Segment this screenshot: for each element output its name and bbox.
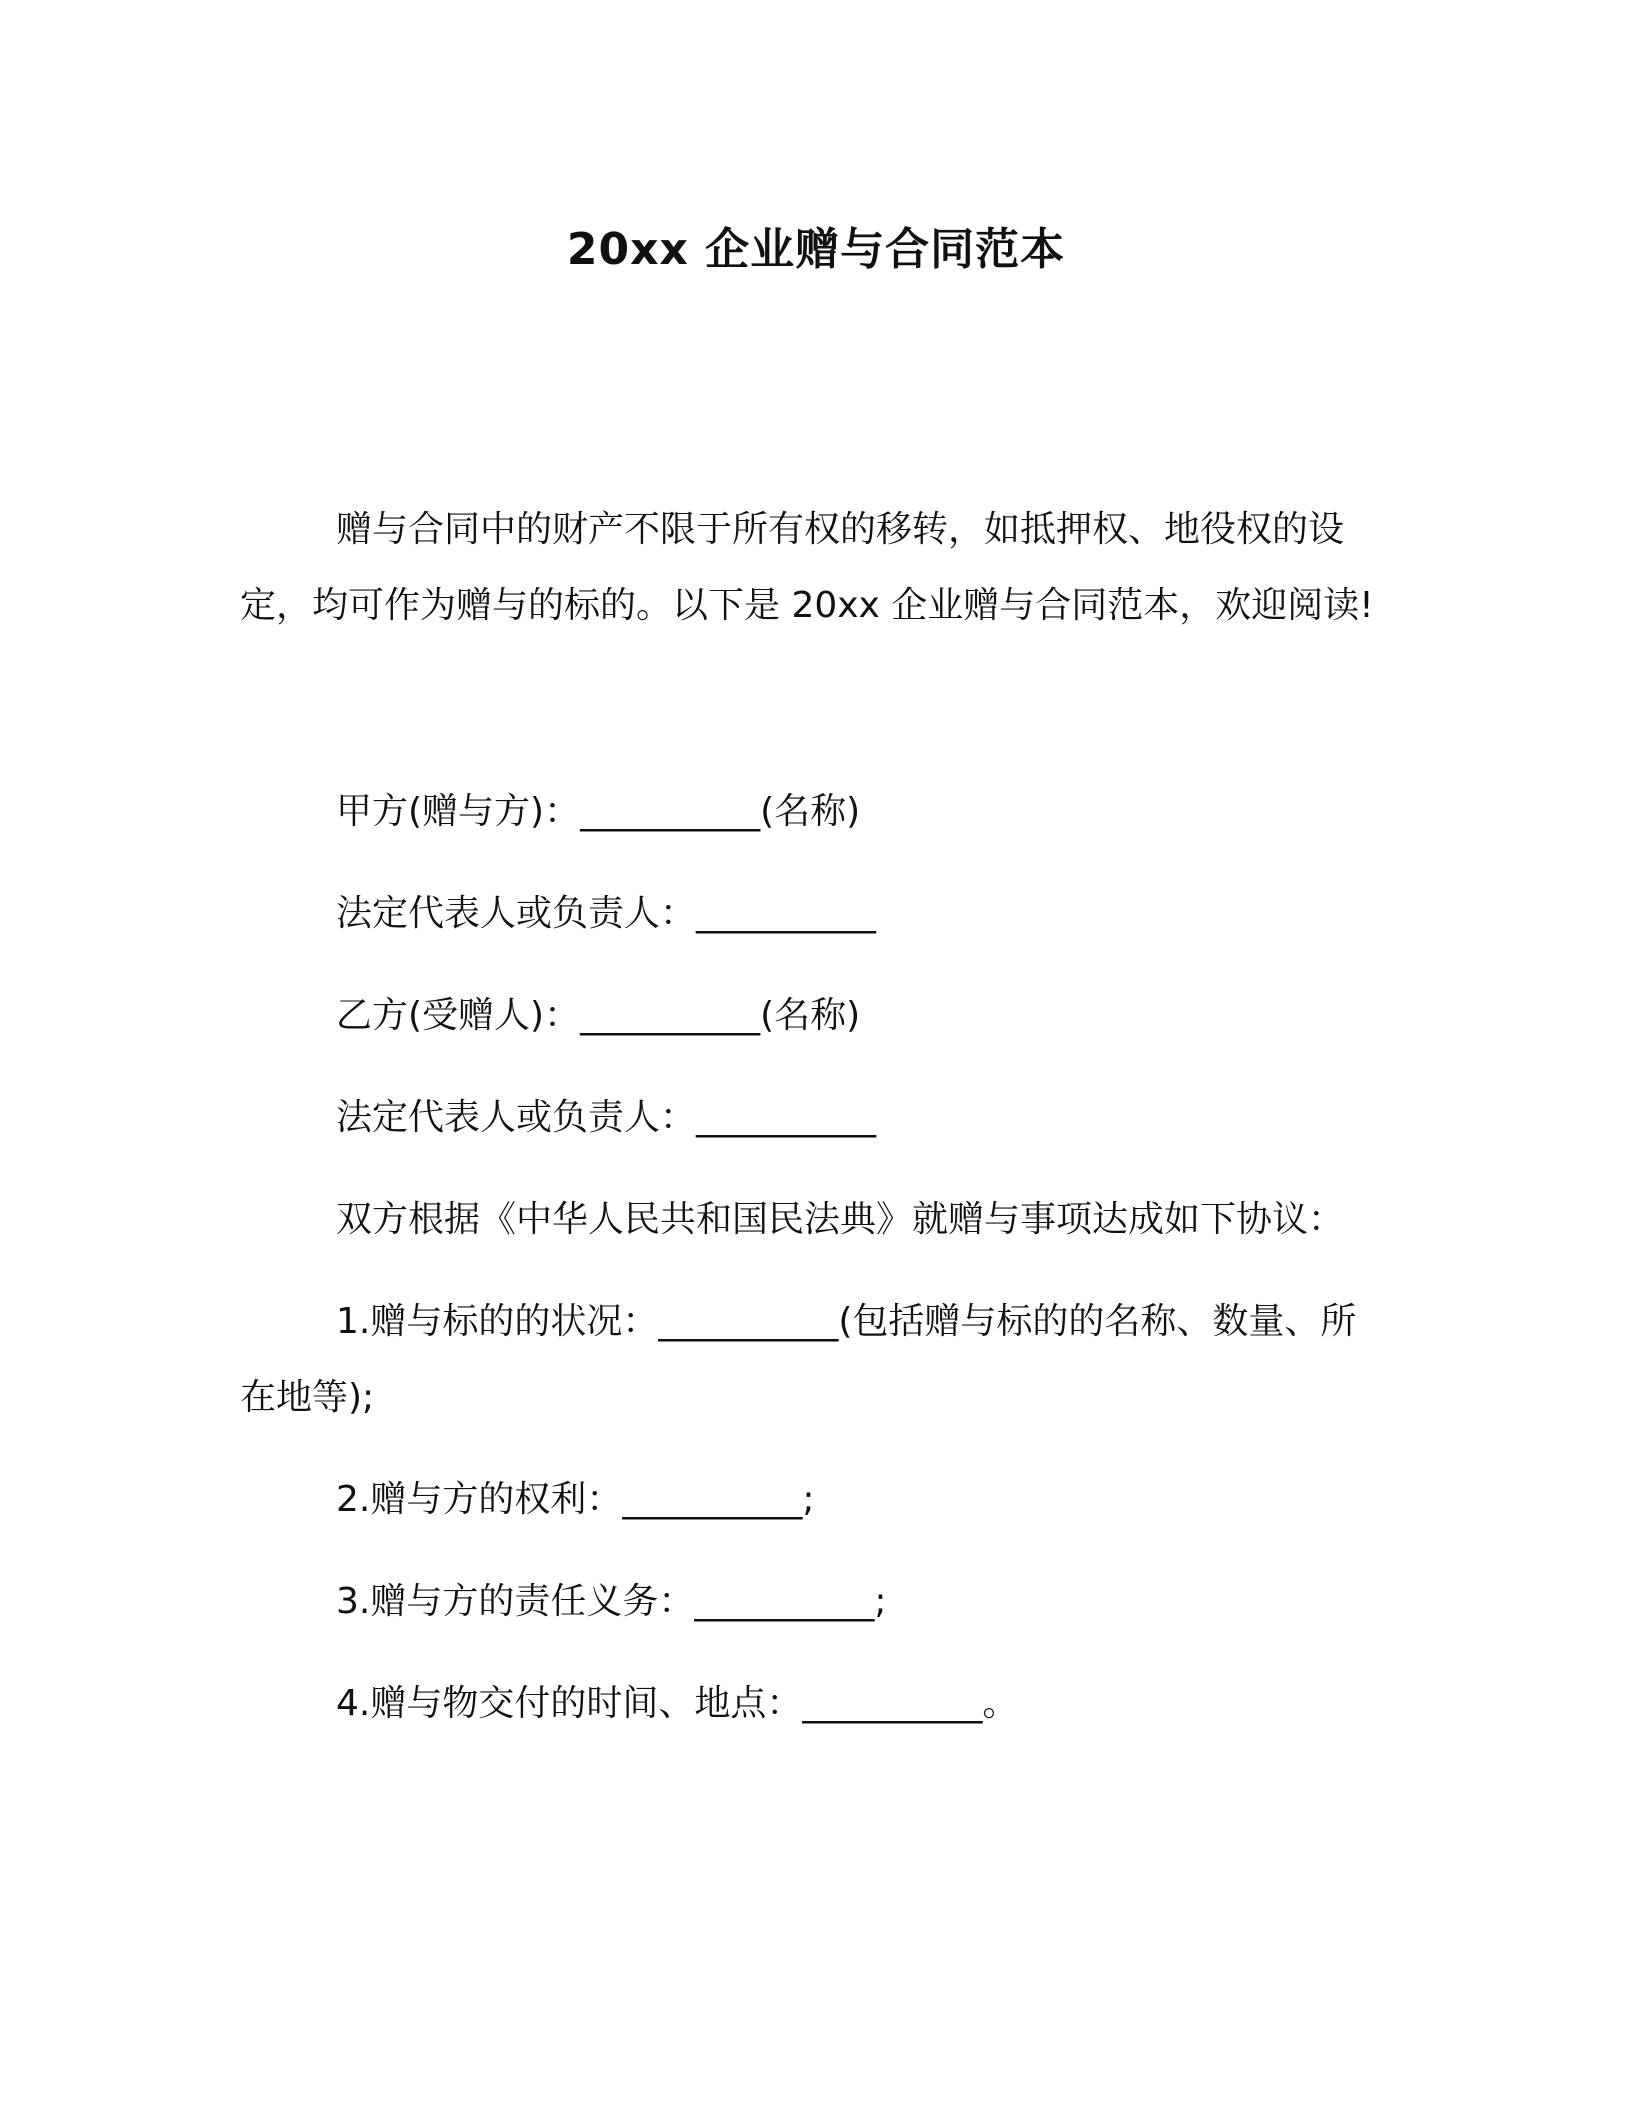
document-body: [240, 492, 1392, 1768]
intro-paragraph: 赠与合同中的财产不限于所有权的移转，如抵押权、地役权的设定，均可作为赠与的标的。以下是 20xx 企业赠与合同范本，欢迎阅读!: [240, 509, 1374, 626]
clause-4-line: 4.赠与物交付的时间、地点：__________。: [336, 1683, 1019, 1724]
clause-3-line: 3.赠与方的责任义务：__________;: [336, 1581, 887, 1622]
agreement-basis-line: 双方根据《中华人民共和国民法典》就赠与事项达成如下协议：: [336, 1199, 1345, 1240]
document-title: 20xx 企业赠与合同范本: [566, 224, 1066, 275]
clause-2-line: 2.赠与方的权利：__________;: [336, 1479, 815, 1520]
party-a-line: 甲方(赠与方)：__________(名称): [336, 791, 861, 832]
party-b-line: 乙方(受赠人)：__________(名称): [336, 995, 861, 1036]
party-a-representative-line: 法定代表人或负责人：__________: [336, 893, 877, 934]
party-b-representative-line: 法定代表人或负责人：__________: [336, 1097, 877, 1138]
clause-1-line: 1.赠与标的的状况：__________(包括赠与标的的名称、数量、所在地等);: [240, 1301, 1357, 1418]
